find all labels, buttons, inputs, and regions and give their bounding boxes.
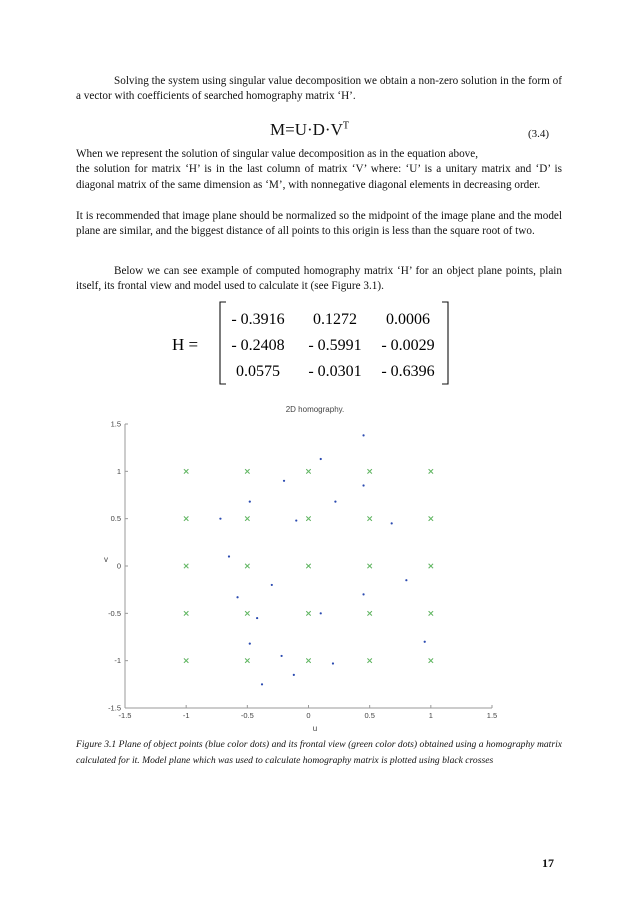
object-point (293, 674, 295, 676)
x-tick-label: -1.5 (118, 711, 132, 720)
object-point (280, 655, 282, 657)
x-axis-label: u (312, 724, 318, 733)
frontal-point (184, 611, 188, 615)
x-tick-label: 0 (306, 711, 311, 720)
equation-number: (3.4) (528, 128, 550, 140)
object-point (391, 522, 393, 524)
axis-ticks (108, 420, 497, 721)
frontal-point (429, 611, 433, 615)
paragraph-normalization: It is recommended that image plane should be normalized so the midpoint of the image plane and the model plane are similar, and the biggest distance of all points to this origin is less than the square root of two. (76, 210, 562, 238)
frontal-point (184, 658, 188, 662)
frontal-point (367, 611, 371, 615)
matrix-cell: 0.0575 (236, 363, 280, 380)
object-point (283, 480, 285, 482)
object-point (332, 662, 334, 664)
frontal-point (429, 658, 433, 662)
paragraph-solution (76, 147, 562, 193)
y-tick-label: 0 (116, 561, 121, 571)
object-point (362, 484, 364, 486)
matrix-right-bracket (442, 302, 448, 384)
paragraph-solution-line2: the solution for matrix ‘H’ is in the last column of matrix ‘V’ where: ‘U’ is a unitary matrix and ‘D’ is diagonal matrix of the same dimension as ‘M’, with nonnegative diagonal elements in decreasing order. (76, 163, 562, 191)
frontal-point (184, 564, 188, 568)
equation-main: M=U·D·V (270, 120, 343, 139)
object-point (334, 501, 336, 503)
y-tick-label: -1 (114, 656, 121, 666)
object-point (405, 579, 407, 581)
y-tick-label: 1.5 (110, 419, 121, 429)
object-point (320, 612, 322, 614)
object-point (228, 555, 230, 557)
x-tick-label: 1 (428, 711, 433, 720)
frontal-point (245, 611, 249, 615)
frontal-point (367, 516, 371, 520)
object-point (424, 641, 426, 643)
frontal-point (245, 469, 249, 473)
matrix-cell: - 0.3916 (231, 311, 285, 328)
matrix-cell: - 0.0301 (308, 363, 362, 380)
homography-chart (90, 398, 510, 733)
frontal-point (245, 516, 249, 520)
x-tick-label: 0.5 (364, 711, 375, 720)
equation-svd (270, 120, 349, 140)
matrix-cell: - 0.6396 (381, 363, 435, 380)
object-point (219, 518, 221, 520)
x-tick-label: -0.5 (240, 711, 254, 720)
object-point (295, 519, 297, 521)
frontal-point (429, 564, 433, 568)
object-point (320, 458, 322, 460)
object-point (362, 593, 364, 595)
homography-matrix (170, 298, 460, 388)
y-tick-label: 1 (116, 466, 121, 476)
object-point (362, 434, 364, 436)
frontal-point (306, 516, 310, 520)
frontal-point (306, 564, 310, 568)
frontal-point (306, 611, 310, 615)
x-tick-label: -1 (182, 711, 190, 720)
frontal-point (367, 564, 371, 568)
equation-superscript: T (342, 120, 349, 132)
frontal-point (429, 469, 433, 473)
frontal-point (245, 658, 249, 662)
frontal-point (245, 564, 249, 568)
object-point (271, 584, 273, 586)
frontal-point (367, 469, 371, 473)
matrix-cell: - 0.5991 (308, 337, 362, 354)
matrix-cell: - 0.0029 (381, 337, 435, 354)
figure-caption: Figure 3.1 Plane of object points (blue color dots) and its frontal view (green color dots) obtained using a homography matrix calculated for it. Model plane which was used to calculate homography matrix is plotted using black crosses (76, 739, 562, 766)
matrix-cell: 0.0006 (386, 311, 430, 328)
paragraph-solution-line1: When we represent the solution of singular value decomposition as in the equation above, (76, 148, 479, 160)
y-tick-label: -0.5 (108, 608, 121, 618)
object-point (249, 501, 251, 503)
matrix-left-bracket (220, 302, 226, 384)
matrix-cell: - 0.2408 (231, 337, 285, 354)
scatter-marks (184, 434, 433, 685)
object-point (236, 596, 238, 598)
y-tick-label: -1.5 (108, 703, 121, 713)
matrix-label: H = (172, 335, 199, 354)
chart-title: 2D homography. (285, 405, 345, 414)
frontal-point (429, 516, 433, 520)
paragraph-example: Below we can see example of computed homography matrix ‘H’ for an object plane points, plain itself, its frontal view and model used to calculate it (see Figure 3.1). (76, 265, 562, 293)
page-number: 17 (542, 856, 554, 870)
frontal-point (184, 469, 188, 473)
frontal-point (184, 516, 188, 520)
x-tick-label: 1.5 (486, 711, 498, 720)
frontal-point (306, 469, 310, 473)
y-axis-label: v (104, 555, 108, 564)
paragraph-svd: Solving the system using singular value decomposition we obtain a non-zero solution in the form of a vector with coefficients of searched homography matrix ‘H’. (76, 75, 562, 103)
object-point (256, 617, 258, 619)
frontal-point (367, 658, 371, 662)
y-tick-label: 0.5 (110, 514, 121, 524)
object-point (249, 643, 251, 645)
object-point (261, 683, 263, 685)
matrix-cell: 0.1272 (313, 311, 357, 328)
frontal-point (306, 658, 310, 662)
